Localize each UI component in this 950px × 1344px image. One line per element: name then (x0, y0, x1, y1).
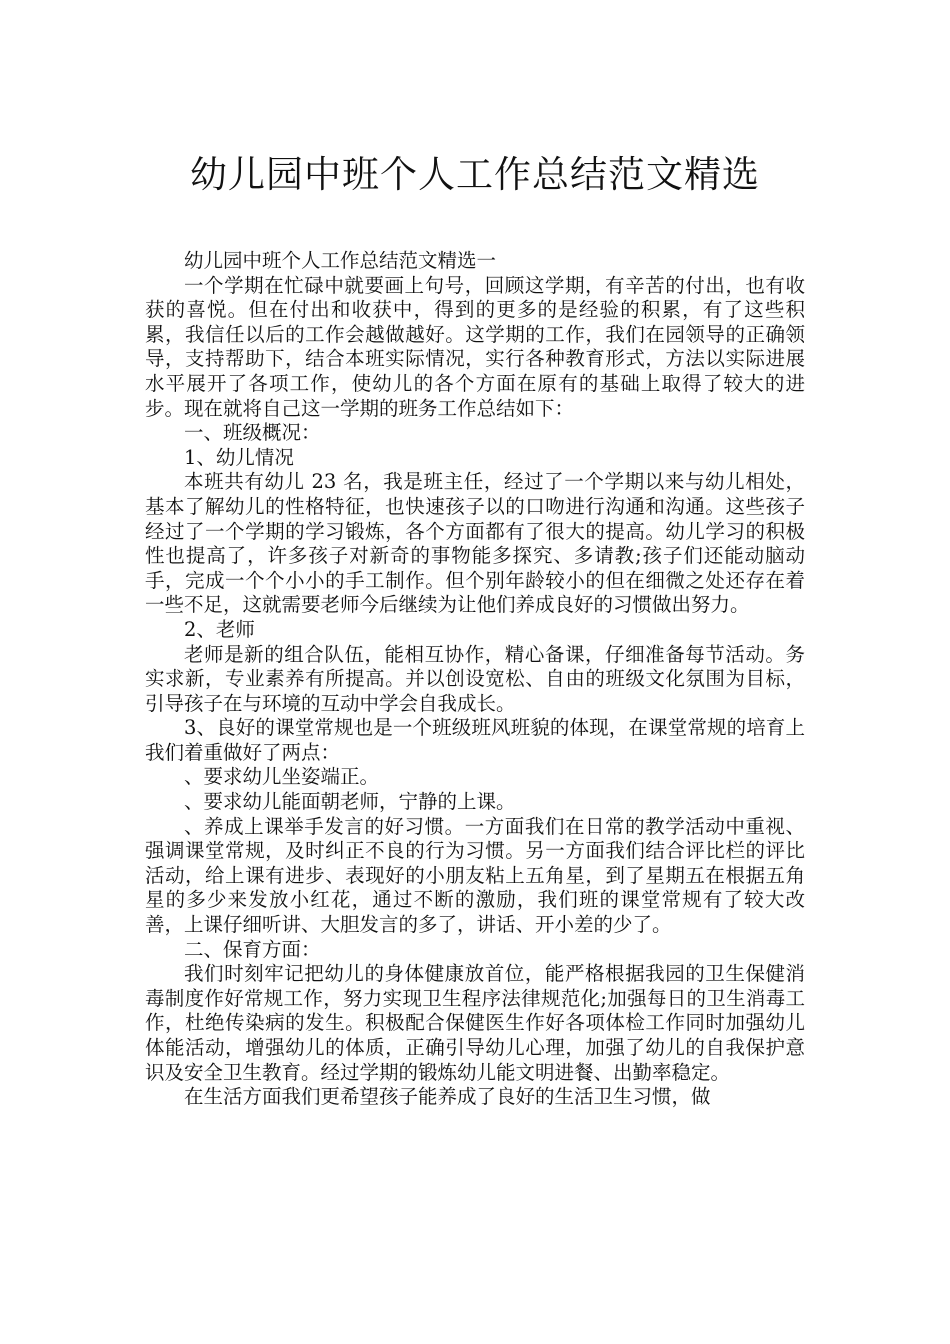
document-body (145, 249, 805, 1110)
paragraph: 在生活方面我们更希望孩子能养成了良好的生活卫生习惯，做 (184, 1085, 711, 1109)
paragraph: 本班共有幼儿 23 名，我是班主任，经过了一个学期以来与幼儿相处，基本了解幼儿的性格特征，也快速孩子以的口吻进行沟通和沟通。这些孩子经过了一个学期的学习锻炼，各个方面都有了很大的提高。幼儿学习的积极性也提高了，许多孩子对新奇的事物能多探究、多请教;孩子们还能动脑动手，完成一个个小小的手工制作。但个别年龄较小的但在细微之处还存在着一些不足，这就需要老师今后继续为让他们养成良好的习惯做出努力。 (145, 470, 805, 617)
list-item: 、要求幼儿坐姿端正。 (184, 765, 380, 789)
section-heading: 二、保育方面： (184, 937, 321, 961)
subsection-heading: 1、幼儿情况 (184, 445, 294, 469)
list-item: 、养成上课举手发言的好习惯。一方面我们在日常的教学活动中重视、强调课堂常规，及时纠正不良的行为习惯。另一方面我们结合评比栏的评比活动，给上课有进步、表现好的小朋友粘上五角星，到了星期五在根据五角星的多少来发放小红花，通过不断的激励，我们班的课堂常规有了较大改善，上课仔细听讲、大胆发言的多了，讲话、开小差的少了。 (145, 814, 805, 937)
section-heading: 幼儿园中班个人工作总结范文精选一 (184, 249, 497, 272)
paragraph-intro: 一个学期在忙碌中就要画上句号，回顾这学期，有辛苦的付出，也有收获的喜悦。但在付出和收获中，得到的更多的是经验的积累，有了这些积累，我信任以后的工作会越做越好。这学期的工作，我们在园领导的正确领导，支持帮助下，结合本班实际情况，实行各种教育形式，方法以实际进展水平展开了各项工作，使幼儿的各个方面在原有的基础上取得了较大的进步。现在就将自己这一学期的班务工作总结如下： (145, 273, 805, 420)
document-title: 幼儿园中班个人工作总结范文精选 (190, 152, 760, 196)
paragraph: 我们时刻牢记把幼儿的身体健康放首位，能严格根据我园的卫生保健消毒制度作好常规工作，努力实现卫生程序法律规范化;加强每日的卫生消毒工作，杜绝传染病的发生。积极配合保健医生作好各项体检工作同时加强幼儿体能活动，增强幼儿的体质，正确引导幼儿心理，加强了幼儿的自我保护意识及安全卫生教育。经过学期的锻炼幼儿能文明进餐、出勤率稳定。 (145, 962, 805, 1084)
subsection-heading: 2、老师 (184, 617, 255, 641)
paragraph: 老师是新的组合队伍，能相互协作，精心备课，仔细准备每节活动。务实求新，专业素养有所提高。并以创设宽松、自由的班级文化氛围为目标，引导孩子在与环境的互动中学会自我成长。 (145, 642, 805, 715)
list-item: 、要求幼儿能面朝老师，宁静的上课。 (184, 790, 516, 814)
paragraph: 3、良好的课堂常规也是一个班级班风班貌的体现，在课堂常规的培育上我们着重做好了两点： (145, 716, 805, 764)
section-heading: 一、班级概况： (184, 421, 321, 445)
